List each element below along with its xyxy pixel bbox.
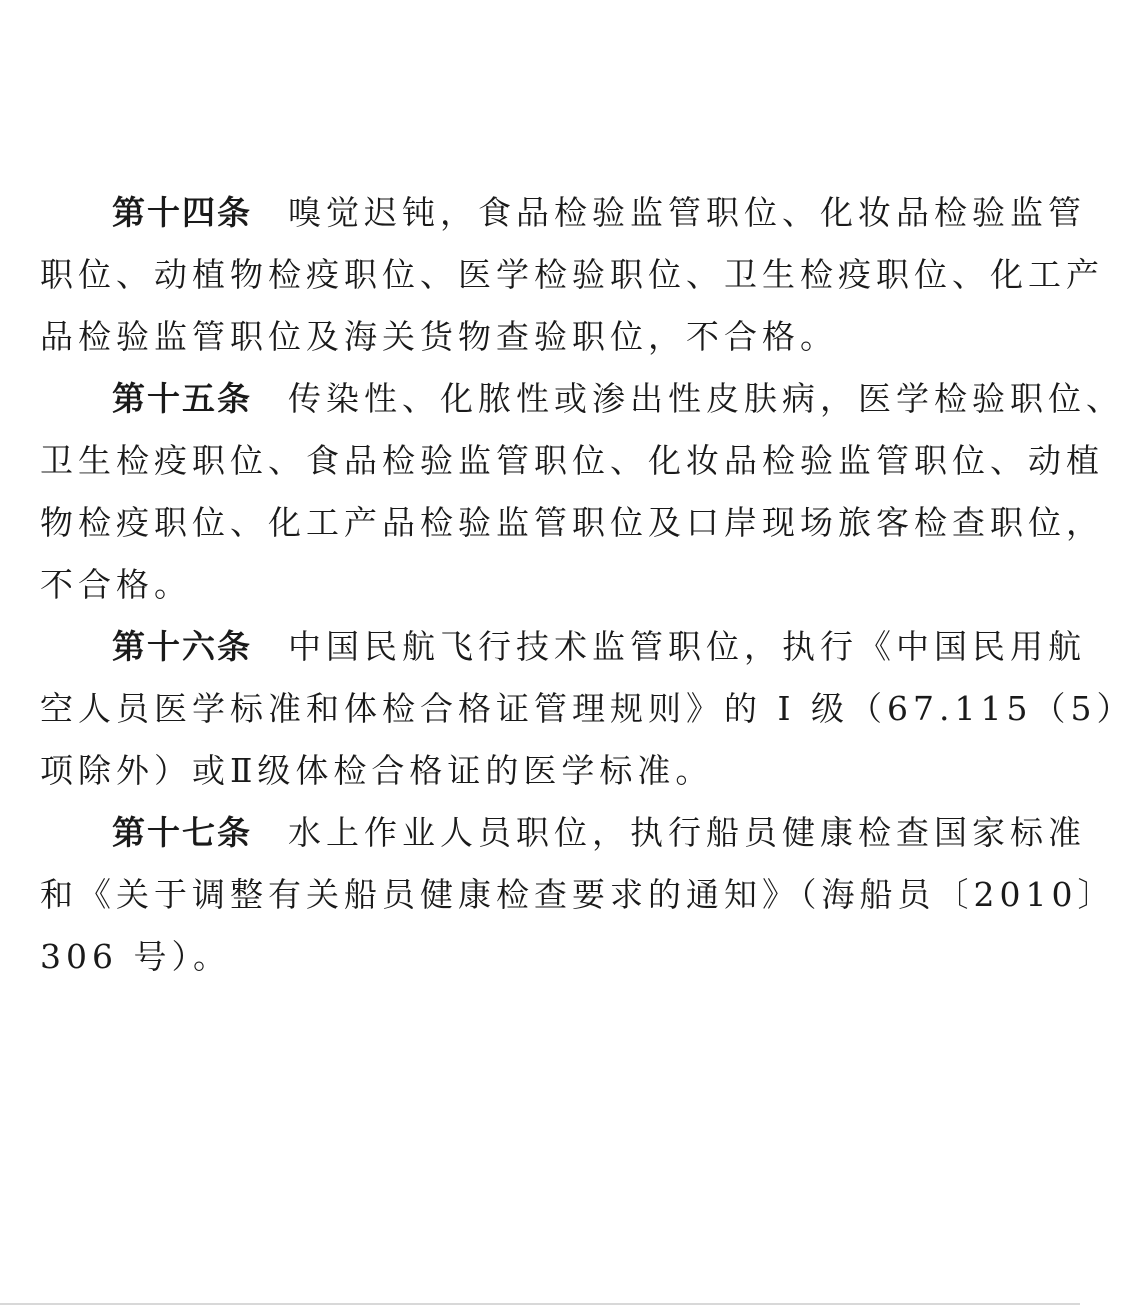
article-14 — [40, 182, 1104, 368]
article-line: 卫生检疫职位、食品检验监管职位、化妆品检验监管职位、动植 — [40, 441, 1104, 480]
article-first-line — [40, 802, 1086, 864]
article-15 — [40, 368, 1124, 616]
article-line: 和《关于调整有关船员健康检查要求的通知》（海船员〔2010〕 — [40, 875, 1116, 914]
article-line: 物检疫职位、化工产品检验监管职位及口岸现场旅客检查职位， — [40, 503, 1104, 542]
article-first-line — [40, 616, 1086, 678]
article-first-line — [40, 368, 1124, 430]
article-line: 空人员医学标准和体检合格证管理规则》的 I 级（67.115（5） — [40, 689, 1134, 728]
article-label: 第十四条 — [112, 193, 252, 232]
article-line: 不合格。 — [40, 565, 192, 604]
article-label: 第十七条 — [112, 813, 252, 852]
article-line: 306 号）。 — [40, 937, 231, 976]
article-text: 传染性、化脓性或渗出性皮肤病，医学检验职位、 — [288, 379, 1124, 418]
article-17 — [40, 802, 1116, 988]
article-text: 水上作业人员职位，执行船员健康检查国家标准 — [288, 813, 1086, 852]
article-label: 第十六条 — [112, 627, 252, 666]
article-line: 品检验监管职位及海关货物查验职位，不合格。 — [40, 317, 838, 356]
article-first-line — [40, 182, 1086, 244]
article-line: 职位、动植物检疫职位、医学检验职位、卫生检疫职位、化工产 — [40, 255, 1104, 294]
document-body — [40, 182, 1134, 988]
article-text: 嗅觉迟钝，食品检验监管职位、化妆品检验监管 — [288, 193, 1086, 232]
article-line: 项除外）或Ⅱ级体检合格证的医学标准。 — [40, 751, 714, 790]
article-label: 第十五条 — [112, 379, 252, 418]
article-16 — [40, 616, 1134, 802]
article-text: 中国民航飞行技术监管职位，执行《中国民用航 — [288, 627, 1086, 666]
